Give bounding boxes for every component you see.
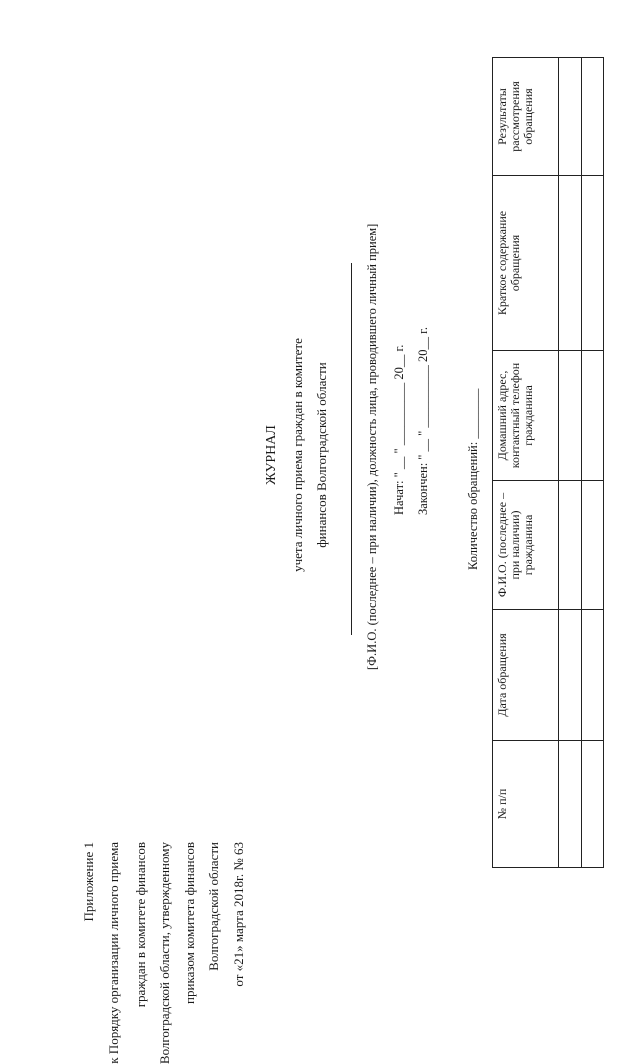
header-summary: Краткое содержание обращения [493, 176, 559, 351]
appendix-line: от «21» марта 2018г. № 63 [231, 842, 246, 987]
finished-field: Закончен: " __ " __________ 20__ г. [416, 327, 430, 515]
table-header-row [493, 58, 559, 868]
appendix-line: Приложение 1 [81, 842, 96, 922]
appendix-line: к Порядку организации личного приема [106, 842, 121, 1064]
header-citizen-name: Ф.И.О. (последнее – при наличии) гражданина [493, 481, 559, 610]
table-cell [559, 58, 581, 176]
appendix-line: Волгоградской области, утвержденному [157, 842, 172, 1064]
table-cell [581, 481, 603, 610]
official-underline [351, 263, 352, 635]
header-results: Результаты рассмотрения обращения [493, 58, 559, 176]
table-cell [581, 176, 603, 351]
appendix-line: приказом комитета финансов [182, 842, 197, 1004]
table-cell [581, 741, 603, 868]
table-cell [581, 610, 603, 741]
journal-subtitle: учета личного приема граждан в комитете [290, 338, 305, 572]
started-field: Начат: " __ " __________ 20__ г. [392, 344, 406, 515]
table-cell [559, 176, 581, 351]
table-cell [559, 741, 581, 868]
appeals-count: Количество обращений: ________ [466, 388, 480, 570]
appendix-line: граждан в комитете финансов [133, 842, 148, 1008]
table-cell [559, 351, 581, 481]
table-row [581, 58, 603, 868]
table-cell [559, 610, 581, 741]
appendix-line: Волгоградской области [206, 842, 221, 971]
official-caption: [Ф.И.О. (последнее – при наличии), должность лица, проводившего личный прием] [365, 223, 379, 670]
journal-title: ЖУРНАЛ [264, 425, 279, 485]
table-cell [559, 481, 581, 610]
journal-subtitle: финансов Волгоградской области [314, 362, 329, 548]
table-cell [581, 58, 603, 176]
table-cell [581, 351, 603, 481]
header-date: Дата обращения [493, 610, 559, 741]
journal-table [492, 57, 604, 868]
header-number: № п/п [493, 741, 559, 868]
header-address-phone: Домашний адрес, контактный телефон гражданина [493, 351, 559, 481]
table-row [559, 58, 581, 868]
